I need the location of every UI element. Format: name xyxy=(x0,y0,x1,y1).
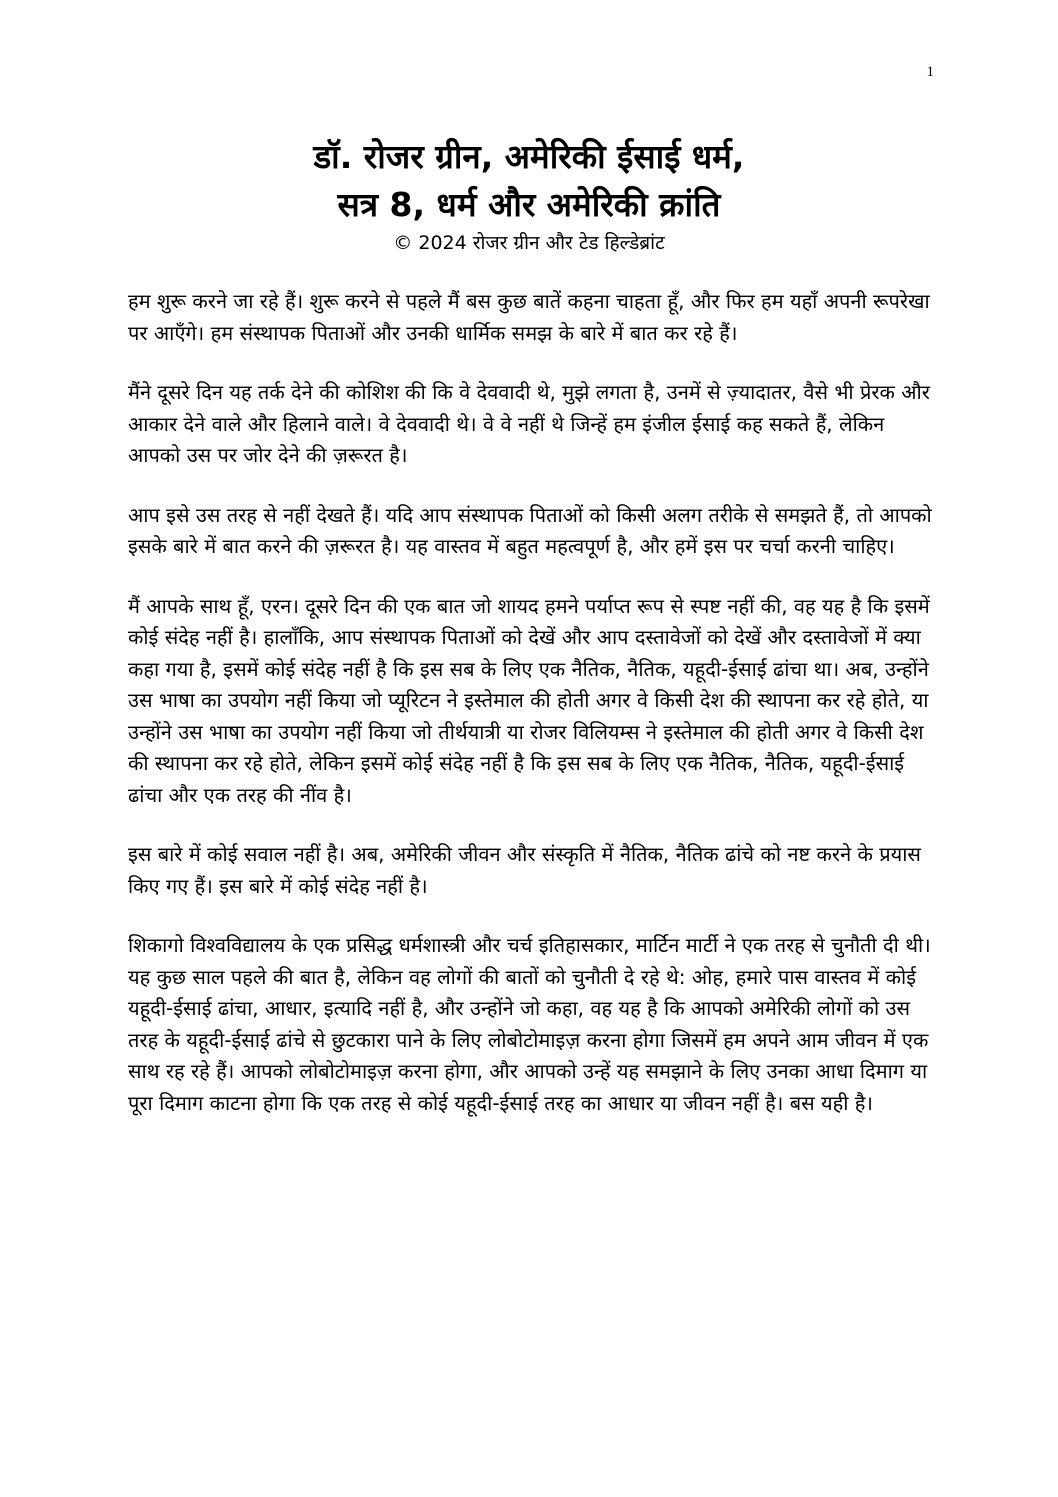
paragraph: हम शुरू करने जा रहे हैं। शुरू करने से पहले मैं बस कुछ बातें कहना चाहता हूँ, और फिर हम यहाँ अपनी रूपरेखा पर आएँगे। हम संस्थापक पिताओं और उनकी धार्मिक समझ के बारे में बात कर रहे हैं। xyxy=(128,289,930,345)
paragraph: शिकागो विश्वविद्यालय के एक प्रसिद्ध धर्मशास्त्री और चर्च इतिहासकार, मार्टिन मार्टी ने एक तरह से चुनौती दी थी। यह कुछ साल पहले की बात है, लेकिन वह लोगों की बातों को चुनौती दे रहे थे: ओह, हमारे पास वास्तव में कोई यहूदी-ईसाई ढांचा, आधार, इत्यादि नहीं है, और उन्होंने जो कहा, वह यह है कि आपको अमेरिकी लोगों को उस तरह के यहूदी-ईसाई ढांचे से छुटकारा पाने के लिए लोबोटोमाइज़ करना होगा जिसमें हम अपने आम जीवन में एक साथ रह रहे हैं। आपको लोबोटोमाइज़ करना होगा, और आपको उन्हें यह समझाने के लिए उनका आधा दिमाग या पूरा दिमाग काटना होगा कि एक तरह से कोई यहूदी-ईसाई तरह का आधार या जीवन नहीं है। बस यही है। xyxy=(128,933,931,1115)
paragraph: मैंने दूसरे दिन यह तर्क देने की कोशिश की कि वे देववादी थे, मुझे लगता है, उनमें से ज़्यादातर, वैसे भी प्रेरक और आकार देने वाले और हिलाने वाले। वे देववादी थे। वे वे नहीं थे जिन्हें हम इंजील ईसाई कह सकते हैं, लेकिन आपको उस पर जोर देने की ज़रूरत है। xyxy=(128,380,930,467)
copyright-notice: © 2024 रोजर ग्रीन और टेड हिल्डेब्रांट xyxy=(393,232,665,254)
paragraph: इस बारे में कोई सवाल नहीं है। अब, अमेरिकी जीवन और संस्कृति में नैतिक, नैतिक ढांचे को नष्ट करने के प्रयास किए गए हैं। इस बारे में कोई संदेह नहीं है। xyxy=(128,842,921,898)
title-line-1: डॉ. रोजर ग्रीन, अमेरिकी ईसाई धर्म, xyxy=(313,137,745,176)
page-number: 1 xyxy=(926,64,934,80)
paragraph: आप इसे उस तरह से नहीं देखते हैं। यदि आप संस्थापक पिताओं को किसी अलग तरीके से समझते हैं, तो आपको इसके बारे में बात करने की ज़रूरत है। यह वास्तव में बहुत महत्वपूर्ण है, और हमें इस पर चर्चा करनी चाहिए। xyxy=(128,502,932,558)
document-body xyxy=(128,286,934,1147)
paragraph: मैं आपके साथ हूँ, एरन। दूसरे दिन की एक बात जो शायद हमने पर्याप्त रूप से स्पष्ट नहीं की, वह यह है कि इसमें कोई संदेह नहीं है। हालाँकि, आप संस्थापक पिताओं को देखें और आप दस्तावेजों को देखें और दस्तावेजों में क्या कहा गया है, इसमें कोई संदेह नहीं है कि इस सब के लिए एक नैतिक, नैतिक, यहूदी-ईसाई ढांचा था। अब, उन्होंने उस भाषा का उपयोग नहीं किया जो प्यूरिटन ने इस्तेमाल की होती अगर वे किसी देश की स्थापना कर रहे होते, या उन्होंने उस भाषा का उपयोग नहीं किया जो तीर्थयात्री या रोजर विलियम्स ने इस्तेमाल की होती अगर वे किसी देश की स्थापना कर रहे होते, लेकिन इसमें कोई संदेह नहीं है कि इस सब के लिए एक नैतिक, नैतिक, यहूदी-ईसाई ढांचा और एक तरह की नींव है। xyxy=(128,593,930,807)
title-line-2: सत्र 8, धर्म और अमेरिकी क्रांति xyxy=(337,185,721,224)
document-header xyxy=(0,133,1058,257)
